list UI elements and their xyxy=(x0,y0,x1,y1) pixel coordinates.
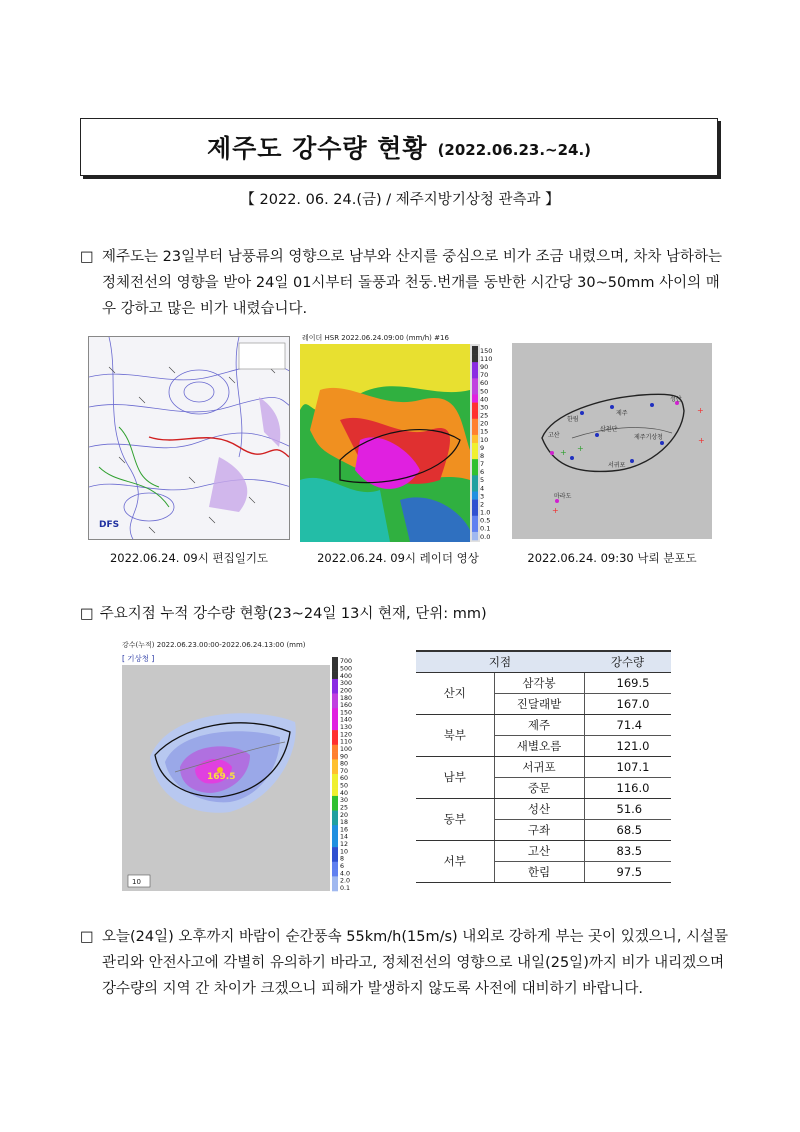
bullet-square: □ xyxy=(80,929,94,945)
accum-scale-label: 90 xyxy=(340,753,349,761)
accum-scale-label: 25 xyxy=(340,804,349,812)
radar-scale-swatch xyxy=(472,386,478,394)
radar-scale-label: 110 xyxy=(480,354,493,363)
radar-scale-swatch xyxy=(472,524,478,532)
radar-scale-swatch xyxy=(472,532,478,540)
radar-scale-swatch xyxy=(472,362,478,370)
accum-scale-swatch xyxy=(332,759,338,767)
accum-scale-swatch xyxy=(332,796,338,804)
radar-scale-label: 1.0 xyxy=(480,508,491,517)
bullet-square: □ xyxy=(80,249,94,265)
lightning-label-seongsan: 성산 xyxy=(670,396,682,403)
radar-scale-swatch xyxy=(472,395,478,403)
radar-scale-label: 0.5 xyxy=(480,516,491,525)
station-cell: 중문 xyxy=(494,777,584,798)
accum-scale-label: 40 xyxy=(340,789,349,797)
accum-scale-label: 16 xyxy=(340,826,349,834)
radar-scale-label: 9 xyxy=(480,443,485,452)
closing-text: 오늘(24일) 오후까지 바람이 순간풍속 55km/h(15m/s) 내외로 강하게 부는 곳이 있겠으니, 시설물 관리와 안전사고에 각별히 유의하기 바라고, 정체전선의 영향으로 내일(25일)까지 비가 내리겠으며 강수량의 지역 간 차이가 크겠으니 피해가 발생하지 않도록 사전에 대비하기 바랍니다. xyxy=(102,929,729,997)
radar-scale-label: 25 xyxy=(480,411,489,420)
station-cell: 새별오름 xyxy=(494,735,584,756)
accum-scale-swatch xyxy=(332,854,338,862)
accum-scale-swatch xyxy=(332,840,338,848)
radar-scale-label: 2 xyxy=(480,500,485,509)
closing-paragraph xyxy=(80,924,730,1002)
region-cell: 북부 xyxy=(416,714,494,756)
radar-scale-label: 4 xyxy=(480,484,485,493)
accum-scale-label: 200 xyxy=(340,687,353,695)
value-cell: 121.0 xyxy=(584,735,671,756)
accum-scale-swatch xyxy=(332,818,338,826)
station-cell: 제주 xyxy=(494,714,584,735)
table-row xyxy=(416,672,671,693)
region-cell: 동부 xyxy=(416,798,494,840)
accumulated-rain-map xyxy=(120,637,364,893)
accum-scale-swatch xyxy=(332,737,338,745)
radar-scale-label: 10 xyxy=(480,435,489,444)
accum-scale-label: 120 xyxy=(340,731,353,739)
radar-scale-label: 50 xyxy=(480,387,489,396)
value-cell: 107.1 xyxy=(584,756,671,777)
region-cell: 서부 xyxy=(416,840,494,882)
lightning-label-jeju: 제주 xyxy=(616,410,628,417)
station-cell: 진달래밭 xyxy=(494,693,584,714)
accum-scale-label: 500 xyxy=(340,665,353,673)
lightning-map-image xyxy=(512,343,712,539)
lightning-label-office: 제주기상청 xyxy=(634,434,663,441)
accum-scale-label: 30 xyxy=(340,797,349,805)
table-row xyxy=(416,756,671,777)
accum-scale-swatch xyxy=(332,833,338,841)
radar-scale-swatch xyxy=(472,492,478,500)
accum-scale-swatch xyxy=(332,789,338,797)
radar-scale-label: 30 xyxy=(480,403,489,412)
accum-scale-label: 300 xyxy=(340,680,353,688)
radar-scale-swatch xyxy=(472,354,478,362)
table-header-rainfall: 강수량 xyxy=(584,651,671,672)
accum-scale-swatch xyxy=(332,657,338,665)
value-cell: 83.5 xyxy=(584,840,671,861)
accum-scale-swatch xyxy=(332,679,338,687)
accum-scale-swatch xyxy=(332,825,338,833)
accum-scale-label: 130 xyxy=(340,724,353,732)
table-header-station: 지점 xyxy=(416,651,584,672)
radar-scale-swatch xyxy=(472,475,478,483)
accum-scale-label: 60 xyxy=(340,775,349,783)
accum-scale-swatch xyxy=(332,884,338,892)
accum-scale-swatch xyxy=(332,701,338,709)
accumulated-rain-figure xyxy=(120,637,364,893)
radar-scale-label: 15 xyxy=(480,427,489,436)
accum-scale-label: 20 xyxy=(340,811,349,819)
accum-map-scale-bar: 10 xyxy=(132,878,141,886)
accum-scale-label: 14 xyxy=(340,833,349,841)
accum-scale-label: 400 xyxy=(340,672,353,680)
radar-scale-label: 60 xyxy=(480,379,489,388)
lightning-label-sancheondan: 산천단 xyxy=(600,426,618,433)
station-rainfall-table xyxy=(416,650,671,883)
accum-scale-swatch xyxy=(332,716,338,724)
accum-scale-label: 100 xyxy=(340,745,353,753)
radar-scale-swatch xyxy=(472,516,478,524)
accum-scale-label: 180 xyxy=(340,694,353,702)
accum-scale-swatch xyxy=(332,811,338,819)
accum-scale-label: 140 xyxy=(340,716,353,724)
value-cell: 97.5 xyxy=(584,861,671,882)
radar-scale-swatch xyxy=(472,370,478,378)
accum-scale-label: 18 xyxy=(340,819,349,827)
svg-text:+: + xyxy=(552,506,559,515)
svg-text:+: + xyxy=(577,444,584,453)
subtitle: 【 2022. 06. 24.(금) / 제주지방기상청 관측과 】 xyxy=(240,192,560,208)
svg-text:+: + xyxy=(560,448,567,457)
accum-scale-swatch xyxy=(332,745,338,753)
accum-scale-label: 8 xyxy=(340,855,345,863)
radar-scale-swatch xyxy=(472,443,478,451)
accum-scale-swatch xyxy=(332,708,338,716)
accum-scale-swatch xyxy=(332,730,338,738)
radar-scale-label: 6 xyxy=(480,468,485,477)
table-row xyxy=(416,714,671,735)
accum-scale-swatch xyxy=(332,664,338,672)
radar-image xyxy=(300,330,496,542)
section-heading-accumulated xyxy=(80,602,487,623)
section-heading-text: 주요지점 누적 강수량 현황(23~24일 13시 현재, 단위: mm) xyxy=(99,606,487,622)
radar-header: 레이더 HSR 2022.06.24.09:00 (mm/h) #16 xyxy=(302,334,449,342)
bullet-square: □ xyxy=(80,606,94,622)
intro-text: 제주도는 23일부터 남풍류의 영향으로 남부와 산지를 중심으로 비가 조금 내렸으며, 차차 남하하는 정체전선의 영향을 받아 24일 01시부터 돌풍과 천둥.번개를 동반한 시간당 30~50mm 사이의 매우 강하고 많은 비가 내렸습니다. xyxy=(102,249,723,317)
title-box xyxy=(80,118,718,176)
radar-scale-label: 3 xyxy=(480,492,485,501)
accum-scale-label: 110 xyxy=(340,738,353,746)
radar-scale-label: 7 xyxy=(480,460,485,469)
accum-scale-swatch xyxy=(332,869,338,877)
radar-scale-swatch xyxy=(472,346,478,354)
radar-scale-swatch xyxy=(472,435,478,443)
station-cell: 고산 xyxy=(494,840,584,861)
radar-scale-label: 0.0 xyxy=(480,532,491,541)
radar-scale-swatch xyxy=(472,508,478,516)
weather-map-image xyxy=(89,337,290,540)
accum-scale-label: 80 xyxy=(340,760,349,768)
accum-scale-label: 50 xyxy=(340,782,349,790)
station-cell: 구좌 xyxy=(494,819,584,840)
lightning-label-hallim: 한림 xyxy=(567,416,579,423)
region-cell: 산지 xyxy=(416,672,494,714)
station-cell: 삼각봉 xyxy=(494,672,584,693)
value-cell: 51.6 xyxy=(584,798,671,819)
radar-scale-label: 70 xyxy=(480,371,489,380)
radar-scale-swatch xyxy=(472,500,478,508)
radar-scale-label: 8 xyxy=(480,451,485,460)
page-title: 제주도 강수량 현황 xyxy=(206,134,428,163)
table-row xyxy=(416,840,671,861)
accum-scale-swatch xyxy=(332,862,338,870)
radar-scale-swatch xyxy=(472,483,478,491)
value-cell: 116.0 xyxy=(584,777,671,798)
accum-scale-label: 700 xyxy=(340,658,353,666)
accum-scale-label: 160 xyxy=(340,702,353,710)
accum-scale-swatch xyxy=(332,694,338,702)
figure-caption-lightning: 2022.06.24. 09:30 낙뢰 분포도 xyxy=(527,551,697,565)
radar-scale-swatch xyxy=(472,403,478,411)
accum-scale-label: 2.0 xyxy=(340,877,351,885)
radar-scale-swatch xyxy=(472,451,478,459)
table-header-row xyxy=(416,651,671,672)
lightning-label-gosan: 고산 xyxy=(548,432,560,439)
accum-scale-swatch xyxy=(332,774,338,782)
value-cell: 167.0 xyxy=(584,693,671,714)
radar-scale-swatch xyxy=(472,467,478,475)
accum-scale-swatch xyxy=(332,686,338,694)
accum-scale-swatch xyxy=(332,803,338,811)
figure-caption-weather-map: 2022.06.24. 09시 편집일기도 xyxy=(109,551,269,565)
radar-scale-label: 90 xyxy=(480,363,489,372)
accum-scale-swatch xyxy=(332,876,338,884)
region-cell: 남부 xyxy=(416,756,494,798)
lightning-label-marado: 마라도 xyxy=(554,493,572,500)
weather-map-figure xyxy=(88,336,290,540)
accum-scale-label: 6 xyxy=(340,862,345,870)
title-date-range: (2022.06.23.~24.) xyxy=(437,141,592,159)
radar-figure xyxy=(300,330,496,542)
station-cell: 서귀포 xyxy=(494,756,584,777)
figure-caption-radar: 2022.06.24. 09시 레이더 영상 xyxy=(317,551,479,565)
accum-map-agency: [ 기상청 ] xyxy=(122,654,155,663)
radar-scale-label: 0.1 xyxy=(480,524,491,533)
lightning-figure xyxy=(512,343,712,539)
value-cell: 71.4 xyxy=(584,714,671,735)
radar-scale-swatch xyxy=(472,427,478,435)
accum-scale-label: 0.1 xyxy=(340,884,351,892)
accum-map-max-value: 169.5 xyxy=(207,772,236,782)
intro-paragraph xyxy=(80,244,730,322)
accum-map-header: 강수(누적) 2022.06.23.00:00-2022.06.24.13:00 (mm) xyxy=(122,641,306,649)
station-cell: 한림 xyxy=(494,861,584,882)
accum-scale-label: 12 xyxy=(340,841,349,849)
accum-scale-swatch xyxy=(332,781,338,789)
accum-scale-swatch xyxy=(332,847,338,855)
accum-scale-label: 10 xyxy=(340,848,349,856)
radar-scale-swatch xyxy=(472,378,478,386)
table-row xyxy=(416,798,671,819)
svg-text:+: + xyxy=(697,406,704,415)
radar-scale-label: 40 xyxy=(480,395,489,404)
accum-scale-swatch xyxy=(332,672,338,680)
radar-scale-swatch xyxy=(472,419,478,427)
accum-scale-label: 150 xyxy=(340,709,353,717)
accum-scale-swatch xyxy=(332,767,338,775)
accum-scale-swatch xyxy=(332,723,338,731)
accum-scale-label: 4.0 xyxy=(340,870,351,878)
value-cell: 169.5 xyxy=(584,672,671,693)
lightning-label-seogwipo: 서귀포 xyxy=(608,462,626,469)
svg-text:+: + xyxy=(698,436,705,445)
weather-map-brand: DFS xyxy=(99,520,120,530)
station-cell: 성산 xyxy=(494,798,584,819)
accum-scale-label: 70 xyxy=(340,767,349,775)
radar-scale-swatch xyxy=(472,411,478,419)
radar-scale-label: 150 xyxy=(480,346,493,355)
radar-scale-swatch xyxy=(472,459,478,467)
radar-scale-label: 20 xyxy=(480,419,489,428)
radar-scale-label: 5 xyxy=(480,476,485,485)
accum-scale-swatch xyxy=(332,752,338,760)
value-cell: 68.5 xyxy=(584,819,671,840)
